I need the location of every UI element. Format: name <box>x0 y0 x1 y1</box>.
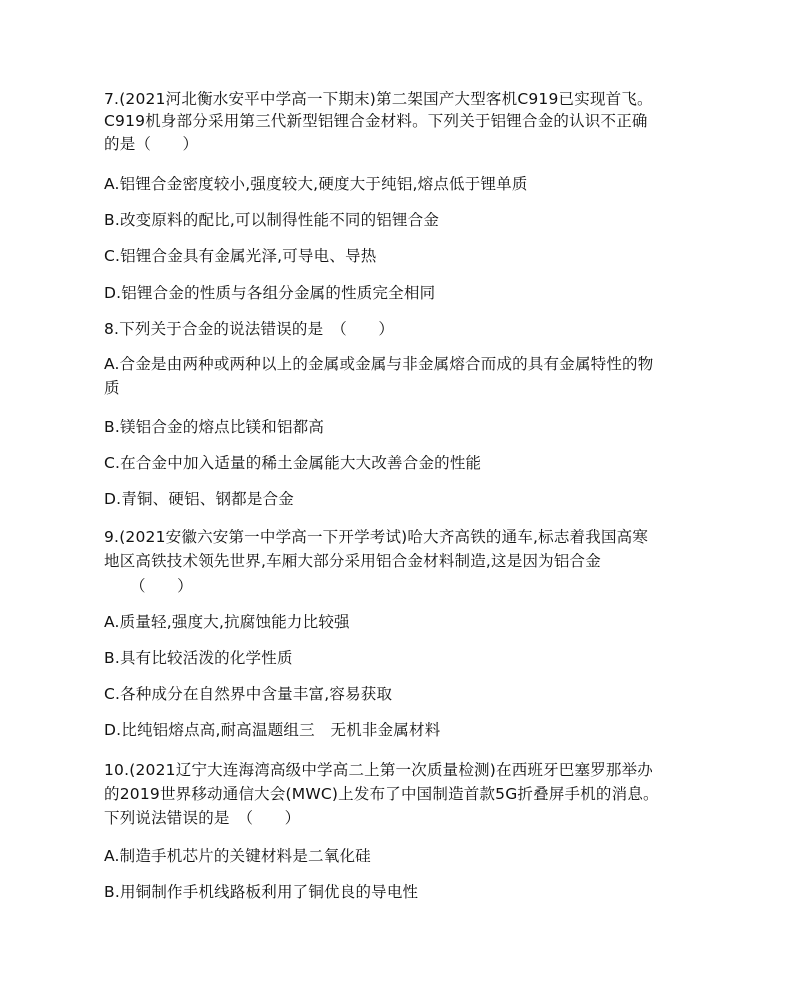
q9-stem-line-1: 9.(2021安徽六安第一中学高一下开学考试)哈大齐高铁的通车,标志着我国高寒 <box>104 528 649 546</box>
q10-stem-line-2: 的2019世界移动通信大会(MWC)上发布了中国制造首款5G折叠屏手机的消息。 <box>104 785 659 803</box>
q10-stem-line-1: 10.(2021辽宁大连海湾高级中学高二上第一次质量检测)在西班牙巴塞罗那举办 <box>104 761 653 779</box>
q7-option-d: D.铝锂合金的性质与各组分金属的性质完全相同 <box>104 284 436 302</box>
q9-option-d: D.比纯铝熔点高,耐高温题组三 无机非金属材料 <box>104 721 441 739</box>
q7-option-a: A.铝锂合金密度较小,强度较大,硬度大于纯铝,熔点低于锂单质 <box>104 175 528 193</box>
q8-option-c: C.在合金中加入适量的稀土金属能大大改善合金的性能 <box>104 454 482 472</box>
q8-stem-line-1: 8.下列关于合金的说法错误的是 （ ） <box>104 320 395 338</box>
q7-stem-line-2: C919机身部分采用第三代新型铝锂合金材料。下列关于铝锂合金的认识不正确 <box>104 112 648 130</box>
q7-option-b: B.改变原料的配比,可以制得性能不同的铝锂合金 <box>104 211 440 229</box>
q7-stem-line-3: 的是（ ） <box>104 135 199 153</box>
q7-option-c: C.铝锂合金具有金属光泽,可导电、导热 <box>104 247 377 265</box>
q8-option-d: D.青铜、硬铝、钢都是合金 <box>104 490 294 508</box>
q9-option-a: A.质量轻,强度大,抗腐蚀能力比较强 <box>104 613 350 631</box>
q9-stem-line-3: （ ） <box>130 577 193 595</box>
q8-option-a-line-1: A.合金是由两种或两种以上的金属或金属与非金属熔合而成的具有金属特性的物 <box>104 355 654 373</box>
q7-stem-line-1: 7.(2021河北衡水安平中学高一下期末)第二架国产大型客机C919已实现首飞。 <box>104 90 653 108</box>
q10-option-b: B.用铜制作手机线路板利用了铜优良的导电性 <box>104 883 419 901</box>
q10-option-a: A.制造手机芯片的关键材料是二氧化硅 <box>104 847 371 865</box>
q8-option-b: B.镁铝合金的熔点比镁和铝都高 <box>104 418 325 436</box>
q9-option-b: B.具有比较活泼的化学性质 <box>104 649 293 667</box>
q9-option-c: C.各种成分在自然界中含量丰富,容易获取 <box>104 685 393 703</box>
q9-stem-line-2: 地区高铁技术领先世界,车厢大部分采用铝合金材料制造,这是因为铝合金 <box>104 552 601 570</box>
q10-stem-line-3: 下列说法错误的是 （ ） <box>104 809 301 827</box>
q8-option-a-line-2: 质 <box>104 379 120 397</box>
